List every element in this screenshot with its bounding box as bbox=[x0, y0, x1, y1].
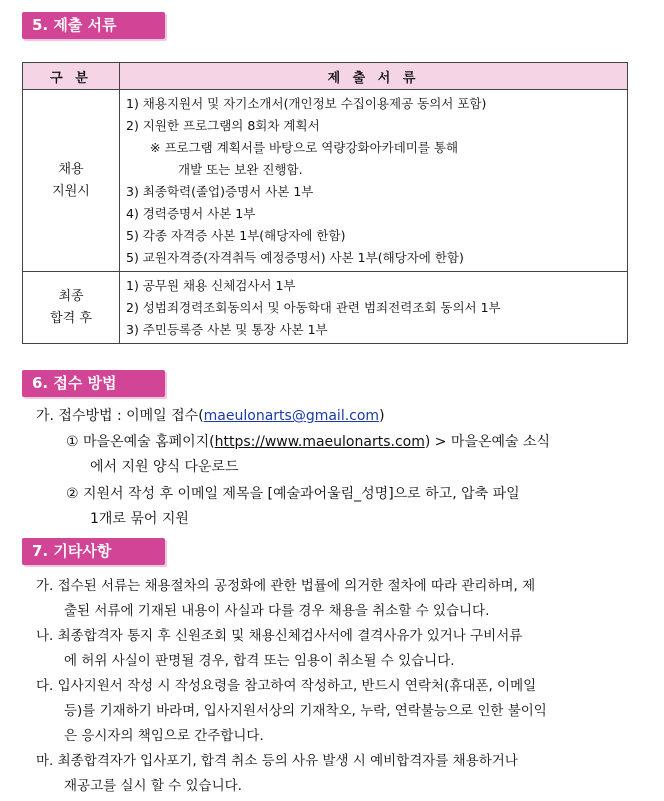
list-item: 1) 채용지원서 및 자기소개서(개인정보 수집이용제공 동의서 포함) bbox=[126, 96, 487, 111]
section-7-heading: 7. 기타사항 bbox=[22, 538, 165, 565]
email-link[interactable]: maeulonarts@gmail.com bbox=[203, 408, 380, 424]
list-item: 2) 지원한 프로그램의 8회차 계획서 bbox=[126, 118, 320, 133]
step-2: ② 지원서 작성 후 이메일 제목을 [예술과어울림_성명]으로 하고, 압축 파일 bbox=[66, 486, 520, 502]
header-category: 구 분 bbox=[23, 63, 120, 90]
section-5-heading: 5. 제출 서류 bbox=[22, 12, 165, 39]
list-item: 5) 교원자격증(자격취득 예정증명서) 사본 1부(해당자에 한함) bbox=[126, 250, 464, 265]
method-line: 가. 접수방법 : 이메일 접수(maeulonarts@gmail.com) bbox=[36, 408, 385, 424]
documents-cell bbox=[120, 272, 628, 344]
list-item: 3) 최종학력(졸업)증명서 사본 1부 bbox=[126, 184, 314, 199]
step-1: ① 마을온예술 홈페이지(https://www.maeulonarts.com) > 마을온예술 소식 bbox=[66, 434, 551, 450]
step-1-continuation: 에서 지원 양식 다운로드 bbox=[90, 459, 239, 475]
homepage-link[interactable]: https://www.maeulonarts.com bbox=[214, 434, 425, 450]
header-documents: 제 출 서 류 bbox=[120, 63, 628, 90]
list-item: 다. 입사지원서 작성 시 작성요령을 참고하여 작성하고, 반드시 연락처(휴대폰, 이메일 등)를 기재하기 바라며, 입사지원서상의 기재착오, 누락, 연락불능으로 인한 불이익 은 응시자의 책임으로 간주합니다. bbox=[36, 678, 547, 744]
notes-list bbox=[36, 574, 636, 799]
list-item: 1) 공무원 채용 신체검사서 1부 bbox=[126, 278, 296, 293]
list-item: 4) 경력증명서 사본 1부 bbox=[126, 206, 256, 221]
list-item: 2) 성범죄경력조회동의서 및 아동학대 관련 범죄전력조회 동의서 1부 bbox=[126, 300, 501, 315]
category-cell: 최종 합격 후 bbox=[23, 272, 120, 344]
step-2-continuation: 1개로 묶어 지원 bbox=[90, 511, 189, 527]
list-item: 5) 각종 자격증 사본 1부(해당자에 한함) bbox=[126, 228, 346, 243]
table-row bbox=[23, 272, 628, 344]
note-continuation: 개발 또는 보완 진행함. bbox=[178, 162, 303, 177]
table-row bbox=[23, 90, 628, 272]
list-item: 가. 접수된 서류는 채용절차의 공정화에 관한 법률에 의거한 절차에 따라 관리하며, 제 출된 서류에 기재된 내용이 사실과 다를 경우 채용을 취소할 수 있습니다. bbox=[36, 578, 536, 619]
list-item: 3) 주민등록증 사본 및 통장 사본 1부 bbox=[126, 322, 328, 337]
note-item: ※ 프로그램 계획서를 바탕으로 역량강화아카데미를 통해 bbox=[150, 140, 459, 155]
documents-cell bbox=[120, 90, 628, 272]
documents-table bbox=[22, 62, 628, 344]
table-header-row bbox=[23, 63, 628, 90]
list-item: 나. 최종합격자 통지 후 신원조회 및 채용신체검사서에 결격사유가 있거나 구비서류 에 허위 사실이 판명될 경우, 합격 또는 임용이 취소될 수 있습니다. bbox=[36, 628, 523, 669]
section-6-heading: 6. 접수 방법 bbox=[22, 370, 165, 397]
list-item: 마. 최종합격자가 입사포기, 합격 취소 등의 사유 발생 시 예비합격자를 채용하거나 재공고를 실시 할 수 있습니다. bbox=[36, 753, 518, 794]
category-cell: 채용 지원시 bbox=[23, 90, 120, 272]
